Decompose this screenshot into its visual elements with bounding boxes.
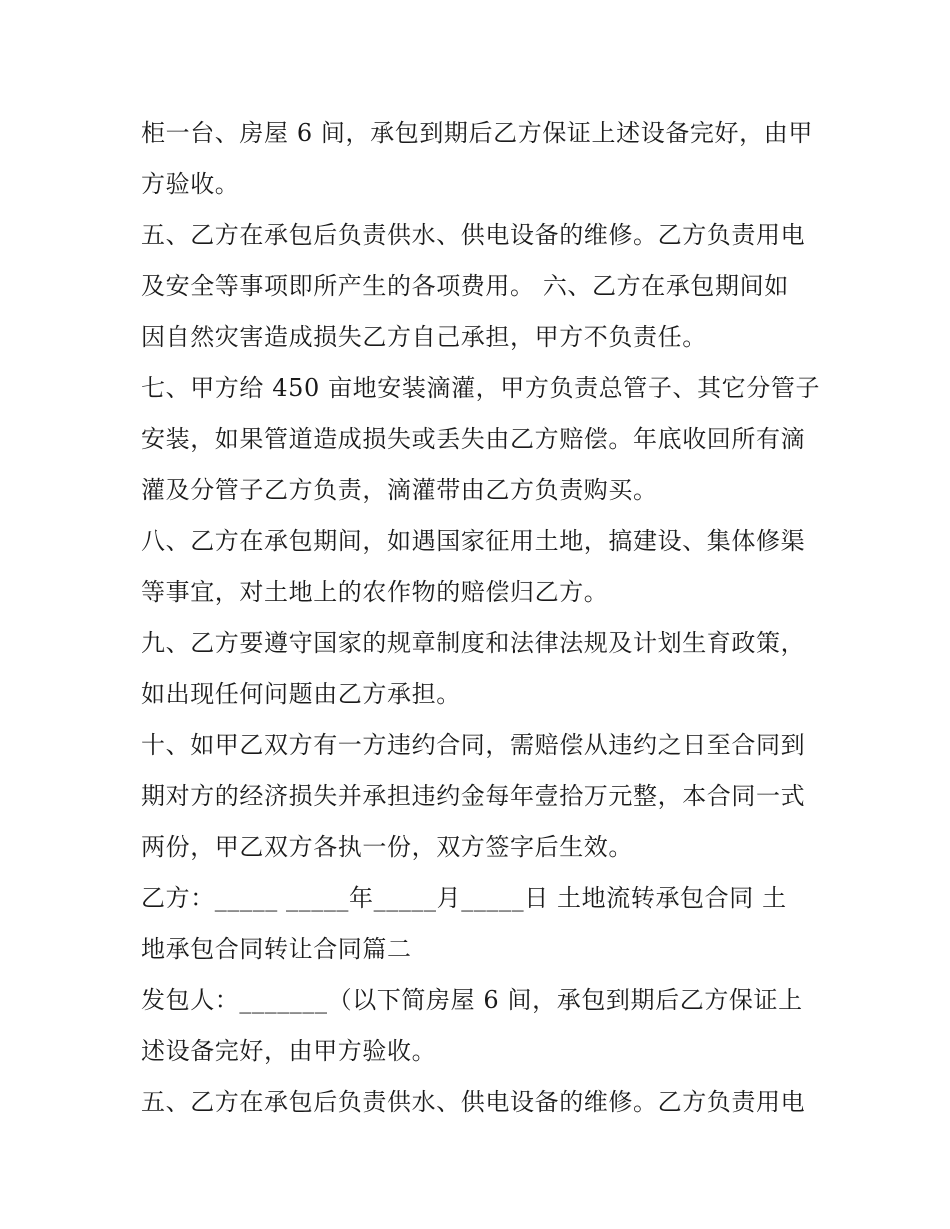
contract-body <box>141 108 821 1128</box>
text-line: 灌及分管子乙方负责，滴灌带由乙方负责购买。 <box>141 476 658 504</box>
text-line: 十、如甲乙双方有一方违约合同，需赔偿从违约之日至合同到 <box>141 731 806 759</box>
text-line: 九、乙方要遵守国家的规章制度和法律法规及计划生育政策， <box>141 629 806 657</box>
text-line: 地承包合同转让合同篇二 <box>141 935 412 963</box>
text-line: 发包人：_______（以下简房屋 6 间，承包到期后乙方保证上 <box>141 986 803 1014</box>
text-line: 如出现任何问题由乙方承担。 <box>141 680 461 708</box>
text-line: 期对方的经济损失并承担违约金每年壹拾万元整，本合同一式 <box>141 782 806 810</box>
text-line: 等事宜，对土地上的农作物的赔偿归乙方。 <box>141 578 609 606</box>
text-line: 安装，如果管道造成损失或丢失由乙方赔偿。年底收回所有滴 <box>141 425 806 453</box>
text-line: 述设备完好，由甲方验收。 <box>141 1037 437 1065</box>
text-line: 乙方：_____ _____年_____月_____日 土地流转承包合同 土 <box>141 884 787 912</box>
text-line: 因自然灾害造成损失乙方自己承担，甲方不负责任。 <box>141 323 707 351</box>
text-line: 五、乙方在承包后负责供水、供电设备的维修。乙方负责用电 <box>141 221 806 249</box>
text-line: 柜一台、房屋 6 间，承包到期后乙方保证上述设备完好，由甲 <box>141 119 813 147</box>
text-line: 八、乙方在承包期间，如遇国家征用土地，搞建设、集体修渠 <box>141 527 806 555</box>
text-line: 五、乙方在承包后负责供水、供电设备的维修。乙方负责用电 <box>141 1088 806 1116</box>
text-line: 及安全等事项即所产生的各项费用。 六、乙方在承包期间如 <box>141 272 789 300</box>
text-line: 方验收。 <box>141 170 240 198</box>
text-line: 两份，甲乙双方各执一份，双方签字后生效。 <box>141 833 633 861</box>
text-line: 七、甲方给 450 亩地安装滴灌，甲方负责总管子、其它分管子 <box>141 374 821 402</box>
